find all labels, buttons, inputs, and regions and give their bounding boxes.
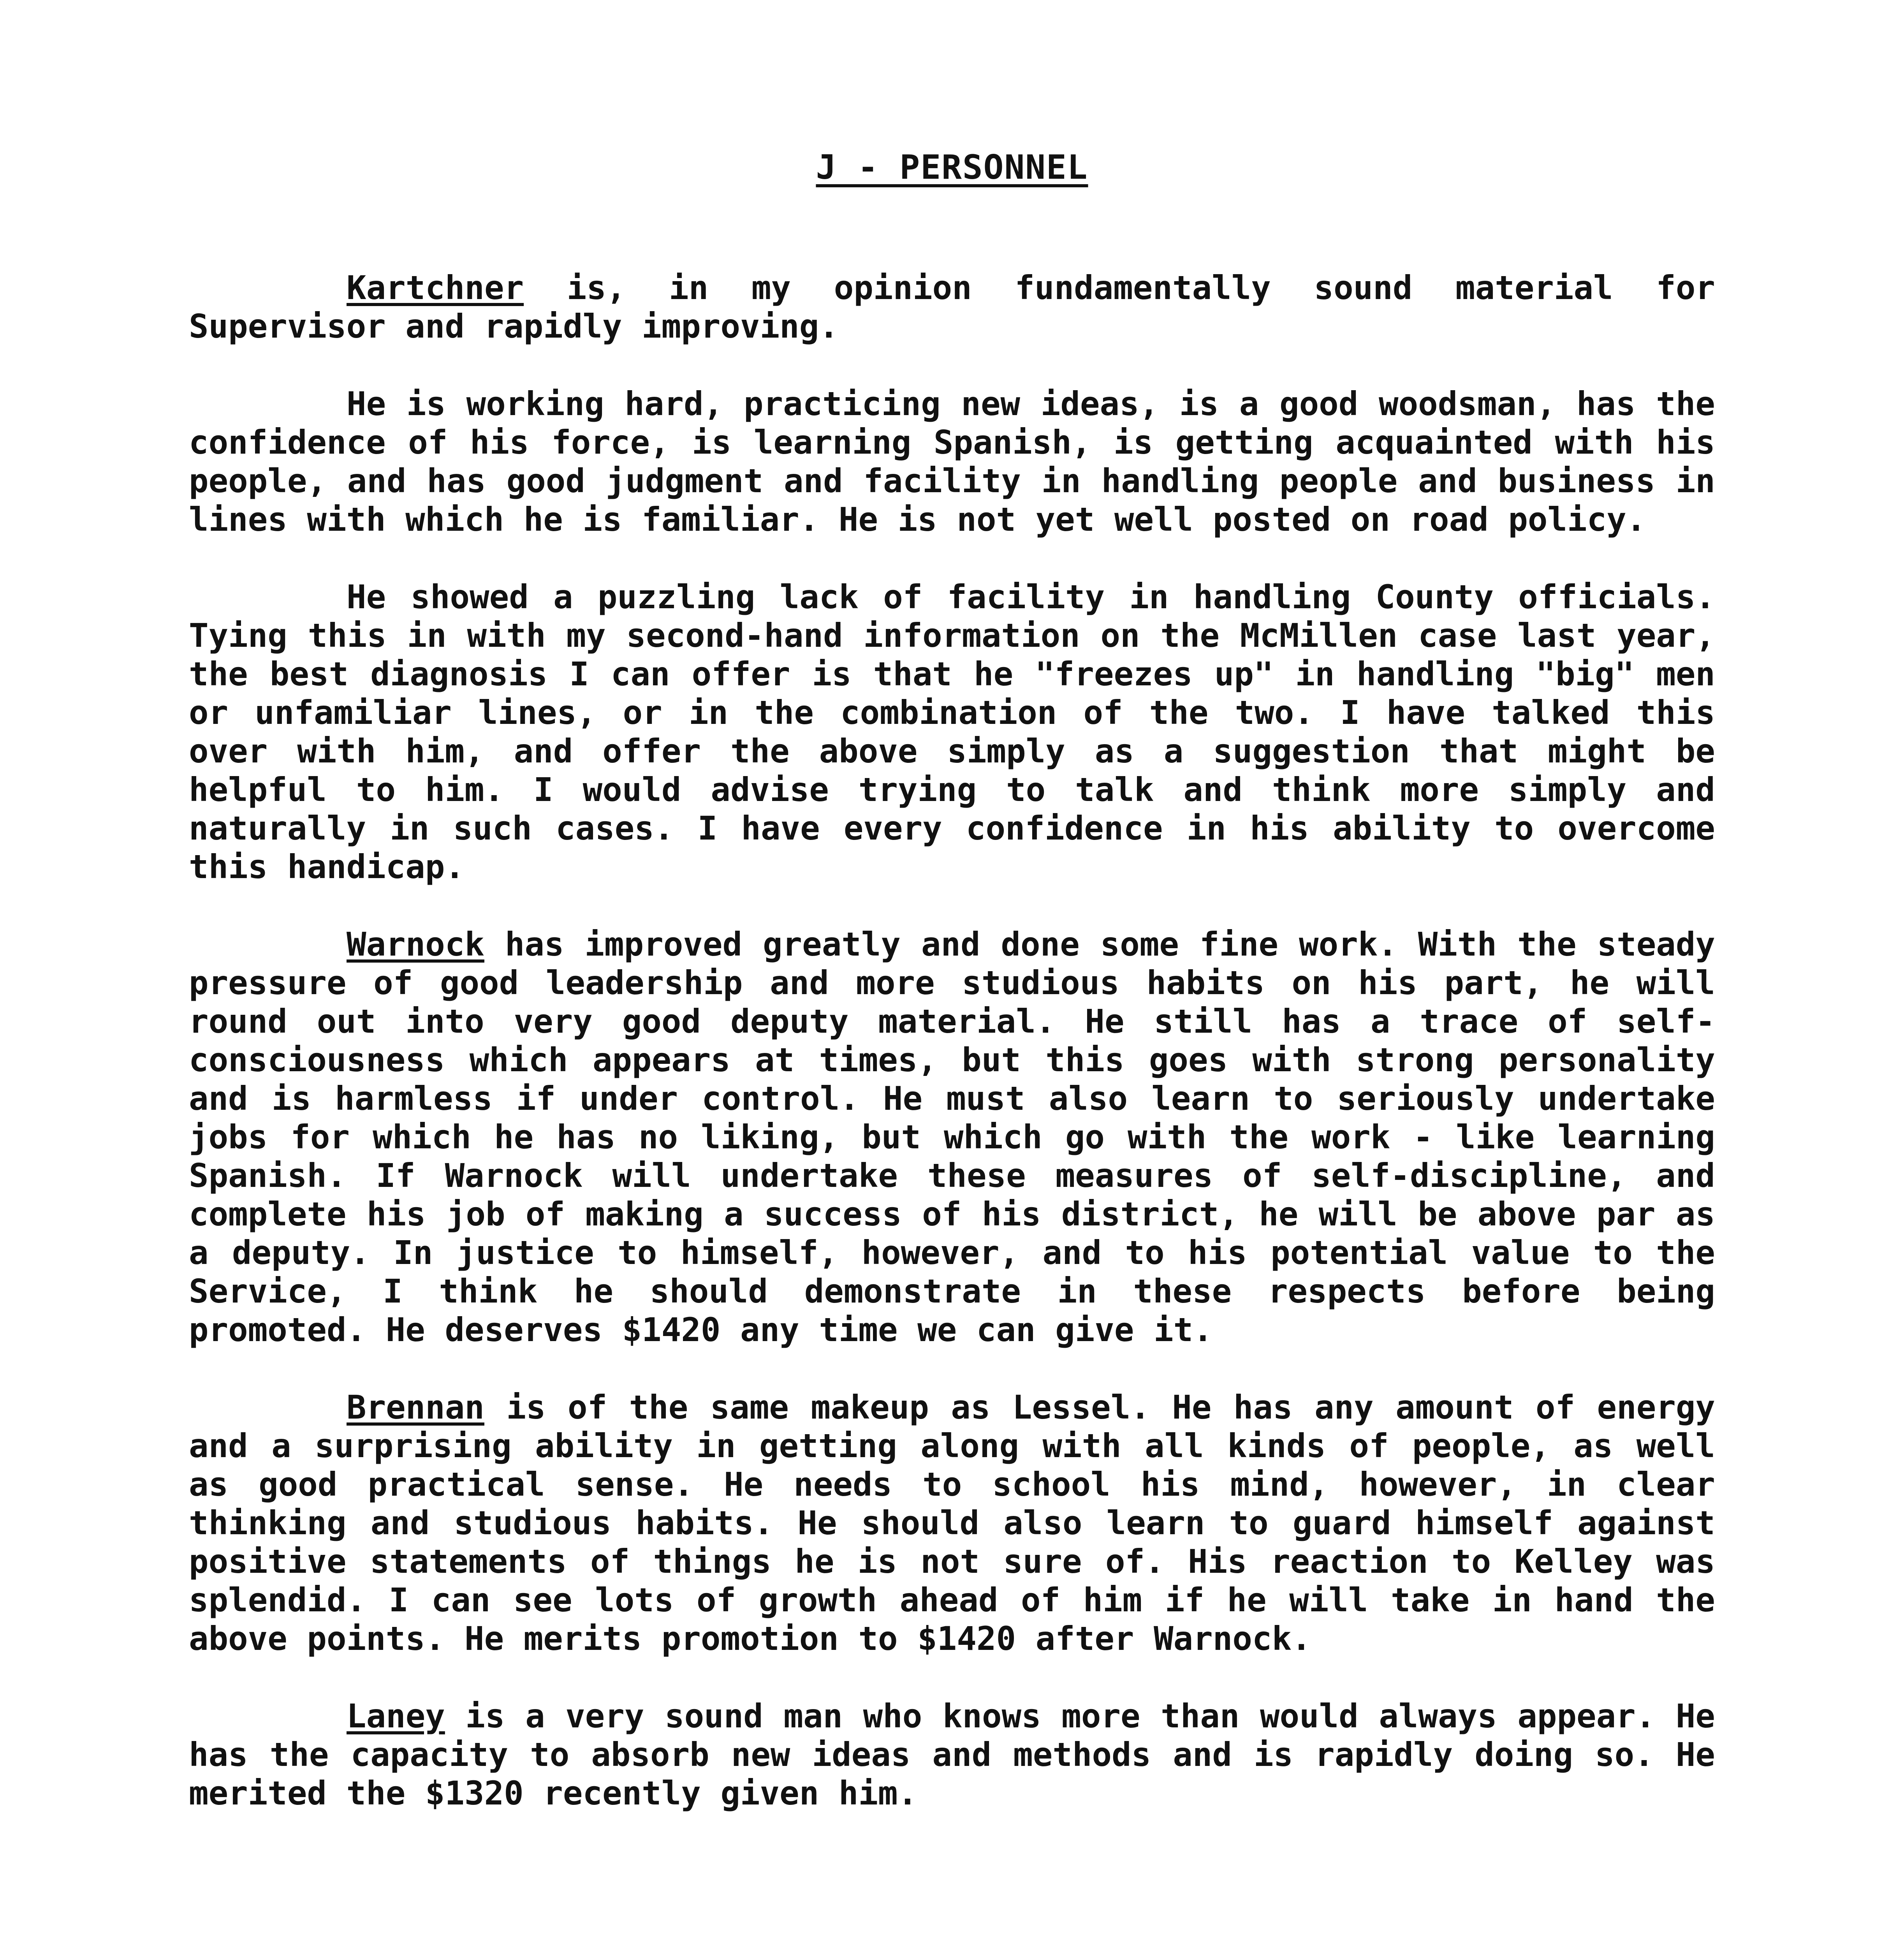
- paragraph-text: is a very sound man who knows more than would always appear. He has the capacity to absorb new ideas and methods and is rapidly doing so. He merited the $1320 recently given him.: [189, 1697, 1715, 1812]
- person-name-brennan: Brennan: [347, 1388, 485, 1426]
- paragraph-kartchner: [189, 269, 1715, 346]
- person-name-kartchner: Kartchner: [347, 269, 524, 307]
- paragraph-warnock: [189, 925, 1715, 1349]
- paragraph-kartchner-work: He is working hard, practicing new ideas, is a good woodsman, has the confidence of his force, is learning Spanish, is getting acquainted with his people, and has good judgment and facility in handling people and business in lines with which he is familiar. He is not yet well posted on road policy.: [189, 385, 1715, 539]
- document-body: [189, 269, 1715, 1852]
- paragraph-text: is of the same makeup as Lessel. He has any amount of energy and a surprising ability in getting along with all kinds of people, as well as good practical sense. He needs to school his mind, however, in clear thinking and studious habits. He should also learn to guard himself against positive statements of things he is not sure of. His reaction to Kelley was splendid. I can see lots of growth ahead of him if he will take in hand the above points. He merits promotion to $1420 after Warnock.: [189, 1388, 1715, 1658]
- paragraph-kartchner-county: He showed a puzzling lack of facility in handling County officials. Tying this in with my second-hand information on the McMillen case last year, the best diagnosis I can offer is that he "freezes up" in handling "big" men or unfamiliar lines, or in the combination of the two. I have talked this over with him, and offer the above simply as a suggestion that might be helpful to him. I would advise trying to talk and think more simply and naturally in such cases. I have every confidence in his ability to overcome this handicap.: [189, 578, 1715, 886]
- person-name-warnock: Warnock: [347, 925, 485, 963]
- section-heading: J - PERSONNEL: [816, 148, 1088, 187]
- paragraph-text: has improved greatly and done some fine work. With the steady pressure of good leadership and more studious habits on his part, he will round out into very good deputy material. He still has a trace of self-consciousness which appears at times, but this goes with strong personality and is harmless if under control. He must also learn to seriously undertake jobs for which he has no liking, but which go with the work - like learning Spanish. If Warnock will undertake these measures of self-discipline, and complete his job of making a success of his district, he will be above par as a deputy. In justice to himself, however, and to his potential value to the Service, I think he should demonstrate in these respects before being promoted. He deserves $1420 any time we can give it.: [189, 925, 1715, 1349]
- person-name-laney: Laney: [347, 1697, 445, 1735]
- paragraph-text: is, in my opinion fundamentally sound material for Supervisor and rapidly improving.: [189, 269, 1715, 345]
- paragraph-brennan: [189, 1388, 1715, 1658]
- paragraph-laney: [189, 1697, 1715, 1813]
